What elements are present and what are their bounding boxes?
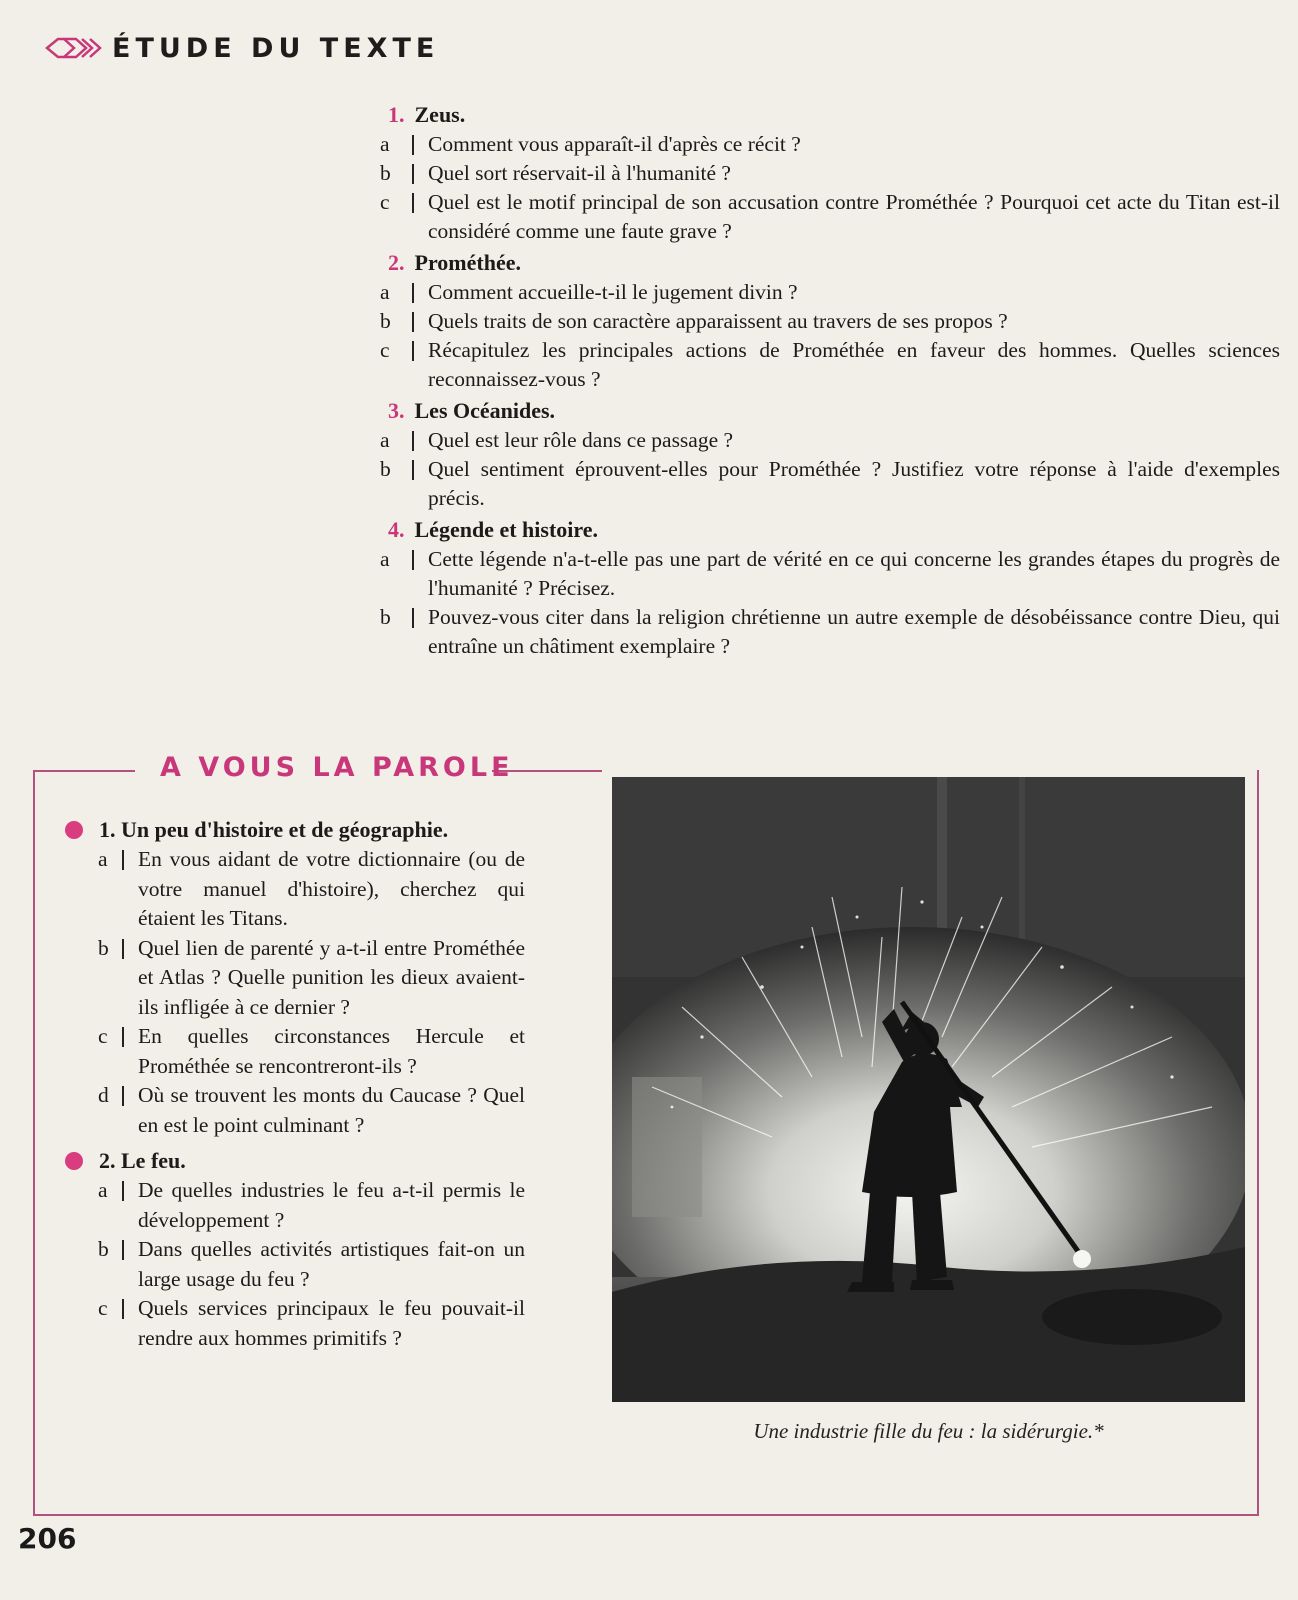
question-letter: c [98, 1024, 108, 1048]
question-text: Pouvez-vous citer dans la religion chrétienne un autre exemple de désobéissance contre Dieu, qui entraîne un châtiment exemplaire ? [428, 605, 1280, 658]
etude-questions [380, 100, 1280, 663]
parole-section-histoire [65, 815, 525, 1140]
question-letter: b [380, 605, 391, 629]
divider [122, 1299, 138, 1319]
question-letter: b [98, 1237, 109, 1261]
question-row [65, 1022, 525, 1081]
parole-questions [65, 815, 525, 1359]
section-number: 1. [388, 102, 405, 127]
question-text: Quels traits de son caractère apparaissent au travers de ses propos ? [428, 309, 1008, 333]
steelworks-photo [612, 777, 1245, 1402]
question-letter: c [98, 1296, 108, 1320]
question-row [65, 1294, 525, 1353]
question-text: Comment accueille-t-il le jugement divin ? [428, 280, 798, 304]
question-row [380, 188, 1280, 246]
question-text: Quels services principaux le feu pouvait-il rendre aux hommes primitifs ? [138, 1296, 525, 1350]
question-letter: a [380, 428, 390, 452]
etude-section-zeus [380, 100, 1280, 246]
question-row [380, 159, 1280, 188]
question-letter: a [98, 847, 108, 871]
divider [412, 283, 428, 303]
parole-section-feu [65, 1146, 525, 1353]
question-letter: a [98, 1178, 108, 1202]
divider [122, 1027, 138, 1047]
question-letter: c [380, 338, 390, 362]
section-title: Les Océanides. [414, 398, 556, 423]
question-text: De quelles industries le feu a-t-il permis le développement ? [138, 1178, 525, 1232]
divider [412, 460, 428, 480]
double-chevron-arrow-icon [44, 33, 102, 63]
divider [122, 939, 138, 959]
question-row [380, 426, 1280, 455]
question-row [380, 336, 1280, 394]
question-text: Quel lien de parenté y a-t-il entre Prométhée et Atlas ? Quelle punition les dieux avaient-ils infligée à ce dernier ? [138, 935, 525, 1019]
section-title: Prométhée. [414, 250, 521, 275]
question-letter: b [380, 161, 391, 185]
question-letter: d [98, 1083, 109, 1107]
divider [412, 312, 428, 332]
question-row [65, 845, 525, 934]
question-text: Où se trouvent les monts du Caucase ? Quel en est le point culminant ? [138, 1083, 525, 1137]
question-row [380, 278, 1280, 307]
question-text: Dans quelles activités artistiques fait-on un large usage du feu ? [138, 1237, 525, 1291]
section-title: 1. Un peu d'histoire et de géographie. [99, 817, 449, 842]
divider [412, 608, 428, 628]
divider [412, 135, 428, 155]
question-letter: a [380, 547, 390, 571]
question-row [380, 307, 1280, 336]
section-title: Légende et histoire. [414, 517, 599, 542]
question-row [65, 1081, 525, 1140]
question-text: Récapitulez les principales actions de Prométhée en faveur des hommes. Quelles sciences reconnaissez-vous ? [428, 338, 1280, 391]
question-row [65, 934, 525, 1023]
question-text: En quelles circonstances Hercule et Prométhée se rencontreront-ils ? [138, 1024, 525, 1078]
divider [412, 341, 428, 361]
question-row [380, 603, 1280, 661]
divider [122, 1240, 138, 1260]
parole-title: A VOUS LA PAROLE [160, 752, 514, 783]
question-row [65, 1176, 525, 1235]
question-row [380, 545, 1280, 603]
etude-section-oceanides [380, 396, 1280, 513]
section-number: 3. [388, 398, 405, 423]
page-number: 206 [18, 1522, 77, 1555]
photo-caption: Une industrie fille du feu : la sidérurgie.* [753, 1419, 1104, 1443]
question-letter: b [98, 935, 109, 960]
divider [412, 550, 428, 570]
question-letter: c [380, 190, 390, 214]
box-top-rule-left [33, 770, 135, 772]
question-row [380, 455, 1280, 513]
divider [412, 431, 428, 451]
question-text: Quel est le motif principal de son accusation contre Prométhée ? Pourquoi cet acte du Titan est-il considéré comme une faute grave ? [428, 190, 1280, 243]
question-text: Quel sort réservait-il à l'humanité ? [428, 161, 731, 185]
section-title: Zeus. [414, 102, 466, 127]
divider [122, 1086, 138, 1106]
bullet-dot-icon [65, 821, 83, 839]
divider [412, 164, 428, 184]
divider [122, 1181, 138, 1201]
question-text: Quel est leur rôle dans ce passage ? [428, 428, 734, 452]
question-text: Cette légende n'a-t-elle pas une part de vérité en ce qui concerne les grandes étapes du progrès de l'humanité ? Précisez. [428, 547, 1280, 600]
question-text: Comment vous apparaît-il d'après ce récit ? [428, 132, 801, 156]
etude-section-legende [380, 515, 1280, 661]
question-letter: b [380, 457, 391, 481]
question-row [65, 1235, 525, 1294]
section-header [44, 30, 439, 66]
question-letter: a [380, 280, 390, 304]
question-row [380, 130, 1280, 159]
divider [122, 850, 138, 870]
question-letter: b [380, 309, 391, 333]
section-title: 2. Le feu. [99, 1148, 186, 1173]
bullet-dot-icon [65, 1152, 83, 1170]
section-number: 2. [388, 250, 405, 275]
question-letter: a [380, 132, 390, 156]
divider [412, 193, 428, 213]
section-number: 4. [388, 517, 405, 542]
question-text: En vous aidant de votre dictionnaire (ou de votre manuel d'histoire), cherchez qui étaient les Titans. [138, 847, 525, 930]
etude-section-promethee [380, 248, 1280, 394]
header-title: ÉTUDE DU TEXTE [112, 32, 440, 64]
question-text: Quel sentiment éprouvent-elles pour Prométhée ? Justifiez votre réponse à l'aide d'exemples précis. [428, 457, 1280, 510]
